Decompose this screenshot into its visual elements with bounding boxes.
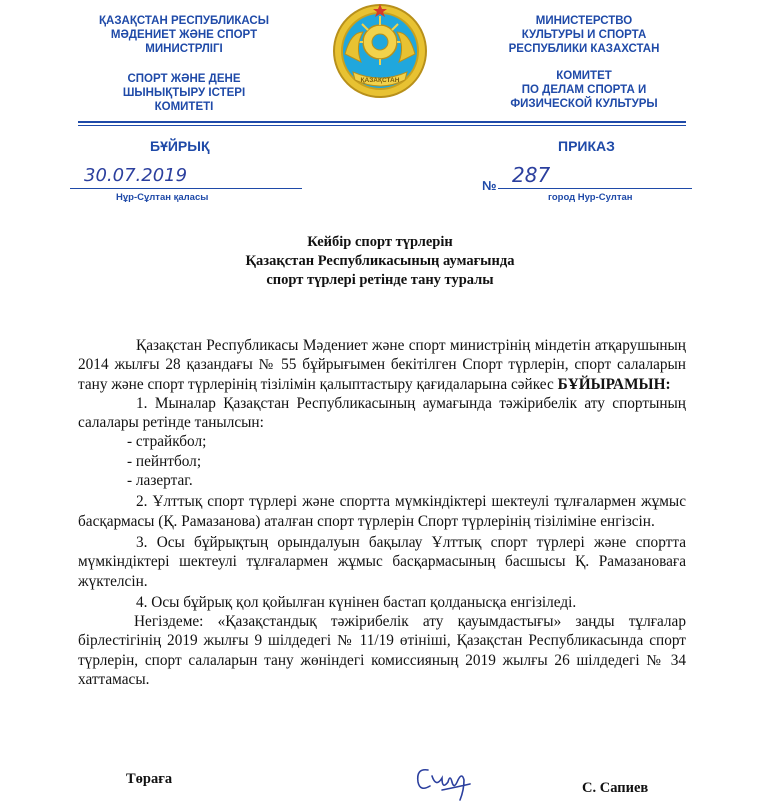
title-line: Кейбір спорт түрлерін bbox=[307, 234, 453, 250]
number-underline bbox=[498, 188, 692, 189]
header-line: СПОРТ ЖӘНЕ ДЕНЕ bbox=[127, 73, 241, 85]
header-line: ШЫНЫҚТЫРУ ІСТЕРІ bbox=[122, 87, 246, 99]
header-left-committee bbox=[70, 72, 298, 114]
header-line: ҚАЗАҚСТАН РЕСПУБЛИКАСЫ bbox=[99, 15, 269, 27]
order-kind-ru: ПРИКАЗ bbox=[558, 138, 615, 154]
order-kind-kz: БҰЙРЫҚ bbox=[150, 138, 210, 154]
header-right-committee bbox=[460, 69, 708, 111]
intro-text: Қазақстан Республикасы Мәдениет және спорт министрінің міндетін атқарушының 2014 жылғы 28 қазандағы № 55 бұйрығымен бекітілген Спорт түрлерін, спорт салаларын тану және спорт түрлерінің тізілімін қалыптастыру қағидаларына сәйкес bbox=[78, 337, 686, 393]
header-line: ПО ДЕЛАМ СПОРТА И bbox=[521, 84, 647, 96]
item-3: 3. Осы бұйрықтың орындалуын бақылау Ұлттық спорт түрлері және спортта мүмкіндіктері шектеулі тұлғалармен жұмыс басқармасының басшысы Қ. Рамазановаға жүктелсін. bbox=[78, 533, 686, 590]
order-word: БҰЙЫРАМЫН: bbox=[557, 375, 671, 393]
header-rule-thin bbox=[78, 125, 686, 126]
header-line: МИНИСТЕРСТВО bbox=[535, 15, 633, 27]
date-underline bbox=[70, 188, 302, 189]
city-ru: город Нур-Султан bbox=[548, 192, 633, 203]
intro-paragraph bbox=[78, 336, 686, 394]
header-line: МИНИСТРЛІГІ bbox=[145, 43, 223, 55]
sub-item: - страйкбол; bbox=[127, 433, 207, 451]
emblem-text: ҚАЗАҚСТАН bbox=[360, 77, 400, 84]
number-sign: № bbox=[482, 178, 497, 193]
sub-item: - пейнтбол; bbox=[127, 452, 202, 470]
header-line: КОМИТЕТІ bbox=[154, 101, 214, 113]
basis-paragraph: Негіздеме: «Қазақстандық тәжірибелік ату қауымдастығы» заңды тұлғалар бірлестігінің 2019 жылғы 9 шілдедегі № 11/19 өтініші, Қазақстан Республикасында спорт түрлерін, спорт салаларын тану жөніндегі комиссияның 2019 жылғы 26 шілдедегі № 34 хаттамасы. bbox=[78, 613, 686, 689]
signature-name: С. Сапиев bbox=[582, 780, 649, 796]
state-emblem bbox=[331, 2, 429, 100]
city-kz: Нұр-Сұлтан қаласы bbox=[116, 192, 209, 203]
title-line: Қазақстан Республикасының аумағында bbox=[245, 253, 515, 269]
header-right-ministry bbox=[460, 14, 708, 56]
header-line: КОМИТЕТ bbox=[556, 70, 612, 82]
header-line: МӘДЕНИЕТ ЖӘНЕ СПОРТ bbox=[110, 29, 258, 41]
header-left-ministry bbox=[70, 14, 298, 56]
header-line: ФИЗИЧЕСКОЙ КУЛЬТУРЫ bbox=[510, 98, 658, 110]
document-body bbox=[78, 336, 686, 689]
order-number: 287 bbox=[512, 163, 551, 187]
order-date: 30.07.2019 bbox=[84, 165, 188, 186]
header-rule bbox=[78, 121, 686, 123]
title-line: спорт түрлері ретінде тану туралы bbox=[266, 272, 494, 288]
header-line: РЕСПУБЛИКИ КАЗАХСТАН bbox=[508, 43, 660, 55]
header-line: КУЛЬТУРЫ И СПОРТА bbox=[521, 29, 647, 41]
document-title bbox=[150, 233, 610, 290]
sub-item: - лазертаг. bbox=[127, 472, 193, 490]
signature-role: Төраға bbox=[126, 771, 173, 787]
item-4: 4. Осы бұйрық қол қойылған күнінен бастап қолданысқа енгізіледі. bbox=[136, 593, 577, 611]
item-1: 1. Мыналар Қазақстан Республикасының аумағында тәжірибелік ату спортының салалары ретінде танылсын: bbox=[78, 394, 686, 432]
handwritten-signature bbox=[412, 760, 474, 804]
item-2: 2. Ұлттық спорт түрлері және спортта мүмкіндіктері шектеулі тұлғалармен жұмыс басқармасы (Қ. Рамазанова) аталған спорт түрлерін Спорт түрлерінің тізіліміне енгізсін. bbox=[78, 493, 686, 530]
